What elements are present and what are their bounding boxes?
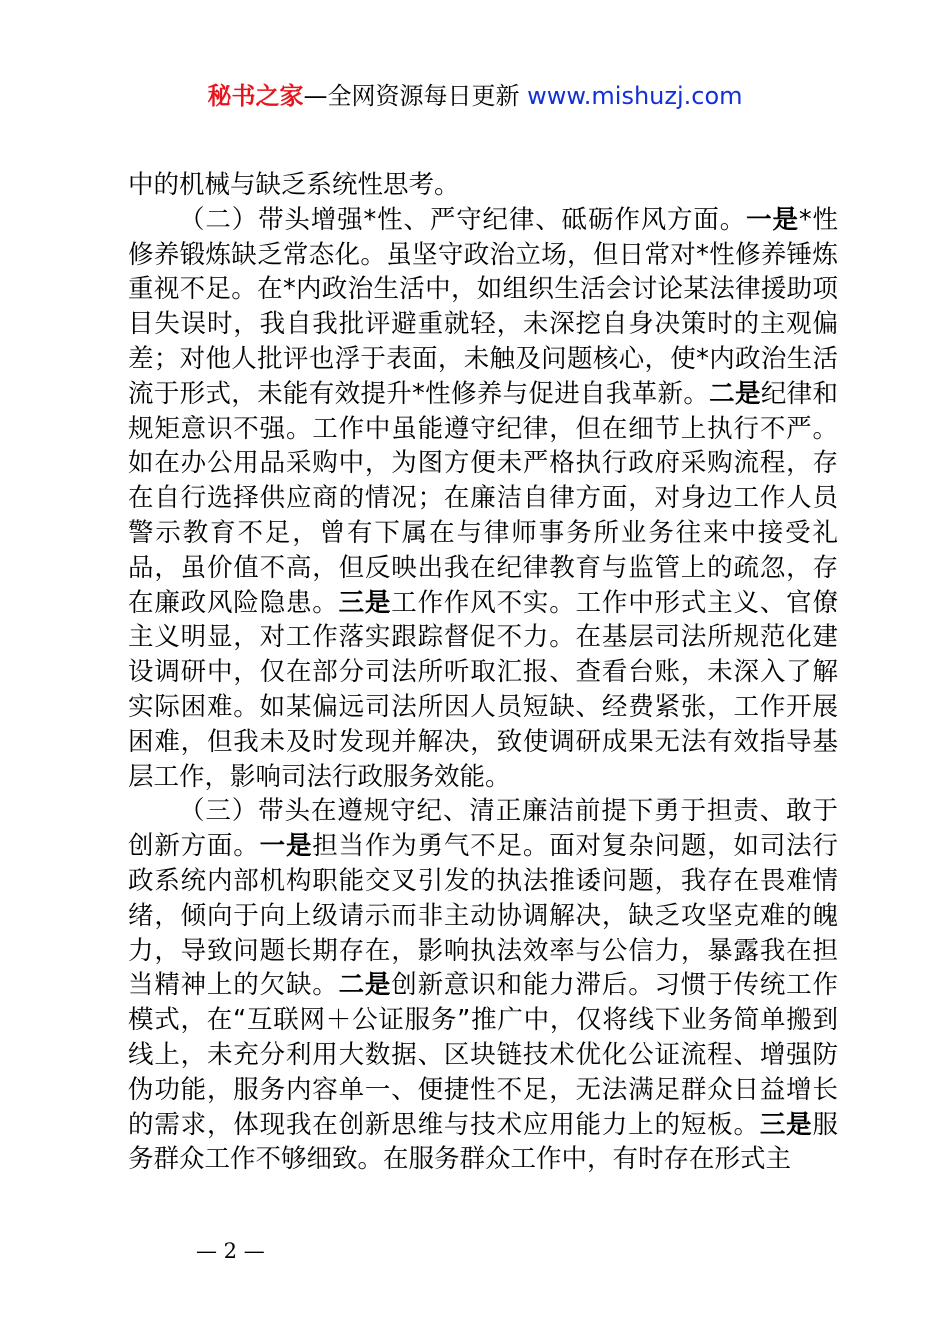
paragraph-text: 服务群众工作不够细致。在服务群众工作中，有时存在形式主 <box>128 1109 838 1175</box>
body-paragraph <box>128 794 838 1177</box>
page-number: — 2 — <box>196 1239 265 1263</box>
site-url-link[interactable]: www.mishuzj.com <box>527 82 743 110</box>
paragraph-text: 工作作风不实。工作中形式主义、官僚主义明显，对工作落实跟踪督促不力。在基层司法所规范化建设调研中，仅在部分司法所听取汇报、查看台账，未深入了解实际困难。如某偏远司法所因人员短缺、经费紧张，工作开展困难，但我未及时发现并解决，致使调研成果无法有效指导基层工作，影响司法行政服务效能。 <box>128 587 838 792</box>
paragraph-text: 担当作为勇气不足。面对复杂问题，如司法行政系统内部机构职能交叉引发的执法推诿问题，我存在畏难情绪，倾向于向上级请示而非主动协调解决，缺乏攻坚克难的魄力，导致问题长期存在，影响执法效率与公信力，暴露我在担当精神上的欠缺。 <box>128 831 838 1001</box>
body-paragraph <box>128 203 838 795</box>
paragraph-text: 创新意识和能力滞后。习惯于传统工作模式，在“互联网＋公证服务”推广中，仅将线下业务简单搬到线上，未充分利用大数据、区块链技术优化公证流程、增强防伪功能，服务内容单一、便捷性不足，无法满足群众日益增长的需求，体现我在创新思维与技术应用能力上的短板。 <box>128 970 838 1140</box>
brand-name: 秘书之家 <box>207 82 304 110</box>
paragraph-text: 纪律和规矩意识不强。工作中虽能遵守纪律，但在细节上执行不严。如在办公用品采购中，为图方便未严格执行政府采购流程，存在自行选择供应商的情况；在廉洁自律方面，对身边工作人员警示教育不足，曾有下属在与律师事务所业务往来中接受礼品，虽价值不高，但反映出我在纪律教育与监管上的疏忽，存在廉政风险隐患。 <box>128 378 838 618</box>
bold-marker: 二是 <box>338 970 392 1001</box>
header-tagline: —全网资源每日更新 <box>303 82 520 110</box>
paragraph-text: （二）带头增强*性、严守纪律、砥砺作风方面。 <box>179 204 747 235</box>
site-header <box>0 80 950 112</box>
bold-marker: 三是 <box>338 587 392 618</box>
bold-marker: 二是 <box>709 378 761 409</box>
paragraph-text: （三）带头在遵规守纪、清正廉洁前提下勇于担责、敢于创新方面。 <box>128 796 838 862</box>
bold-marker: 一是 <box>259 831 313 862</box>
bold-marker: 三是 <box>759 1109 813 1140</box>
bold-marker: 一是 <box>746 204 799 235</box>
body-paragraph <box>128 168 838 203</box>
document-body <box>128 168 838 1177</box>
paragraph-text: *性修养锻炼缺乏常态化。虽坚守政治立场，但日常对*性修养锤炼重视不足。在*内政治生活中，如组织生活会讨论某法律援助项目失误时，我自我批评避重就轻，未深挖自身决策时的主观偏差；对他人批评也浮于表面，未触及问题核心，使*内政治生活流于形式，未能有效提升*性修养与促进自我革新。 <box>128 204 838 409</box>
paragraph-text: 中的机械与缺乏系统性思考。 <box>128 170 460 200</box>
